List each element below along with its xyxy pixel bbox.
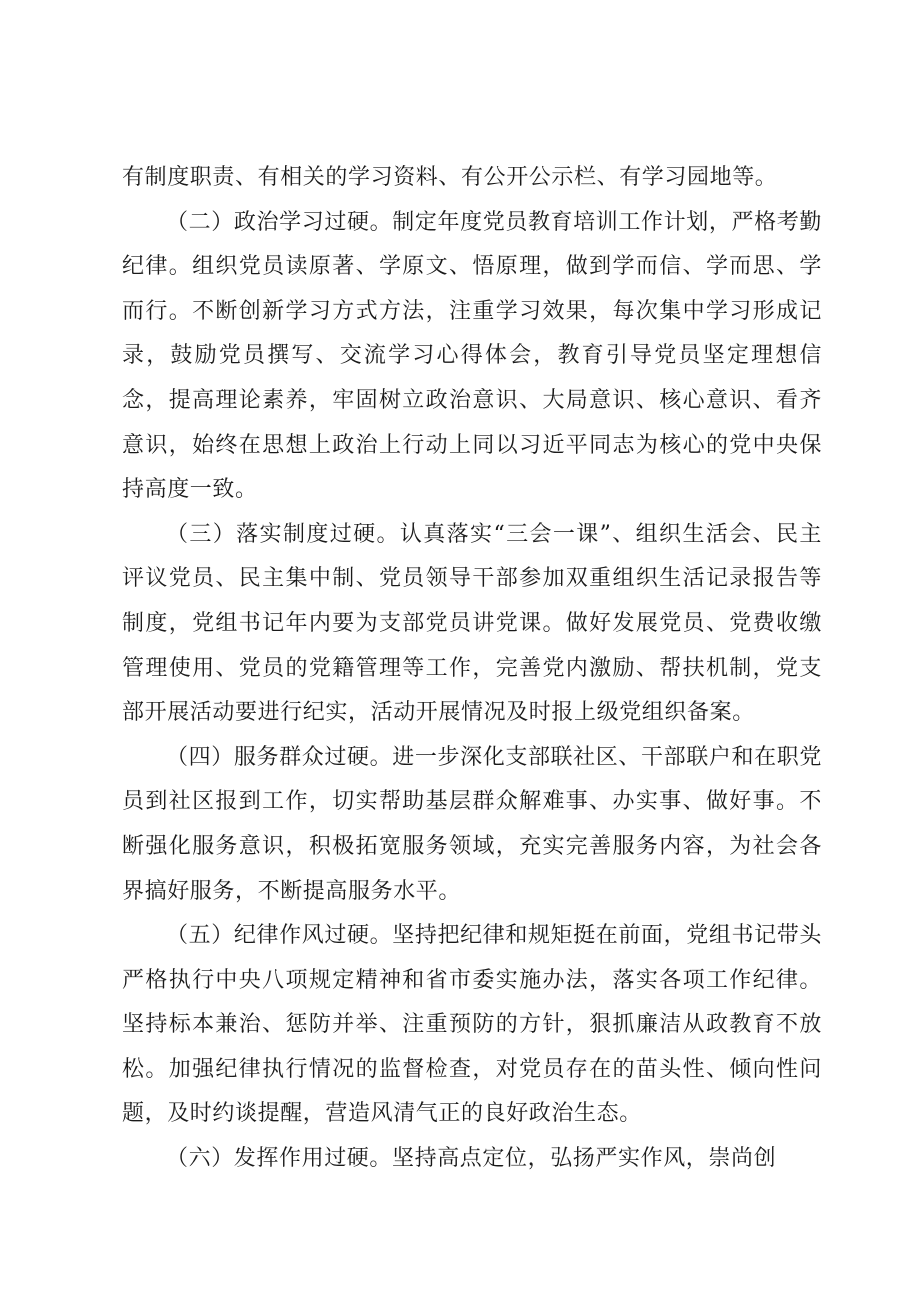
paragraph-implement-system: （三）落实制度过硬。认真落实“三会一课”、组织生活会、民主评议党员、民主集中制、党员领导干部参加双重组织生活记录报告等制度，党组书记年内要为支部党员讲党课。做好发展党员、党费收缴管理使用、党员的党籍管理等工作，完善党内激励、帮扶机制，党支部开展活动要进行纪实，活动开展情况及时报上级党组织备案。 bbox=[122, 521, 822, 726]
paragraph-political-study: （二）政治学习过硬。制定年度党员教育培训工作计划，严格考勤纪律。组织党员读原著、学原文、悟原理，做到学而信、学而思、学而行。不断创新学习方式方法，注重学习效果，每次集中学习形成记录，鼓励党员撰写、交流学习心得体会，教育引导党员坚定理想信念，提高理论素养，牢固树立政治意识、大局意识、核心意识、看齐意识，始终在思想上政治上行动上同以习近平同志为核心的党中央保持高度一致。 bbox=[122, 209, 822, 503]
paragraph-play-role: （六）发挥作用过硬。坚持高点定位，弘扬严实作风，崇尚创 bbox=[166, 1146, 777, 1172]
document-body bbox=[122, 156, 822, 1182]
paragraph-discipline-style: （五）纪律作风过硬。坚持把纪律和规矩挺在前面，党组书记带头严格执行中央八项规定精神和省市委实施办法，落实各项工作纪律。坚持标本兼治、惩防并举、注重预防的方针，狠抓廉洁从政教育不放松。加强纪律执行情况的监督检查，对党员存在的苗头性、倾向性问题，及时约谈提醒，营造风清气正的良好政治生态。 bbox=[122, 923, 822, 1127]
paragraph-serve-masses: （四）服务群众过硬。进一步深化支部联社区、干部联户和在职党员到社区报到工作，切实帮助基层群众解难事、办实事、做好事。不断强化服务意识，积极拓宽服务领域，充实完善服务内容，为社会各界搞好服务，不断提高服务水平。 bbox=[122, 744, 822, 904]
paragraph-continuation: 有制度职责、有相关的学习资料、有公开公示栏、有学习园地等。 bbox=[122, 165, 778, 190]
